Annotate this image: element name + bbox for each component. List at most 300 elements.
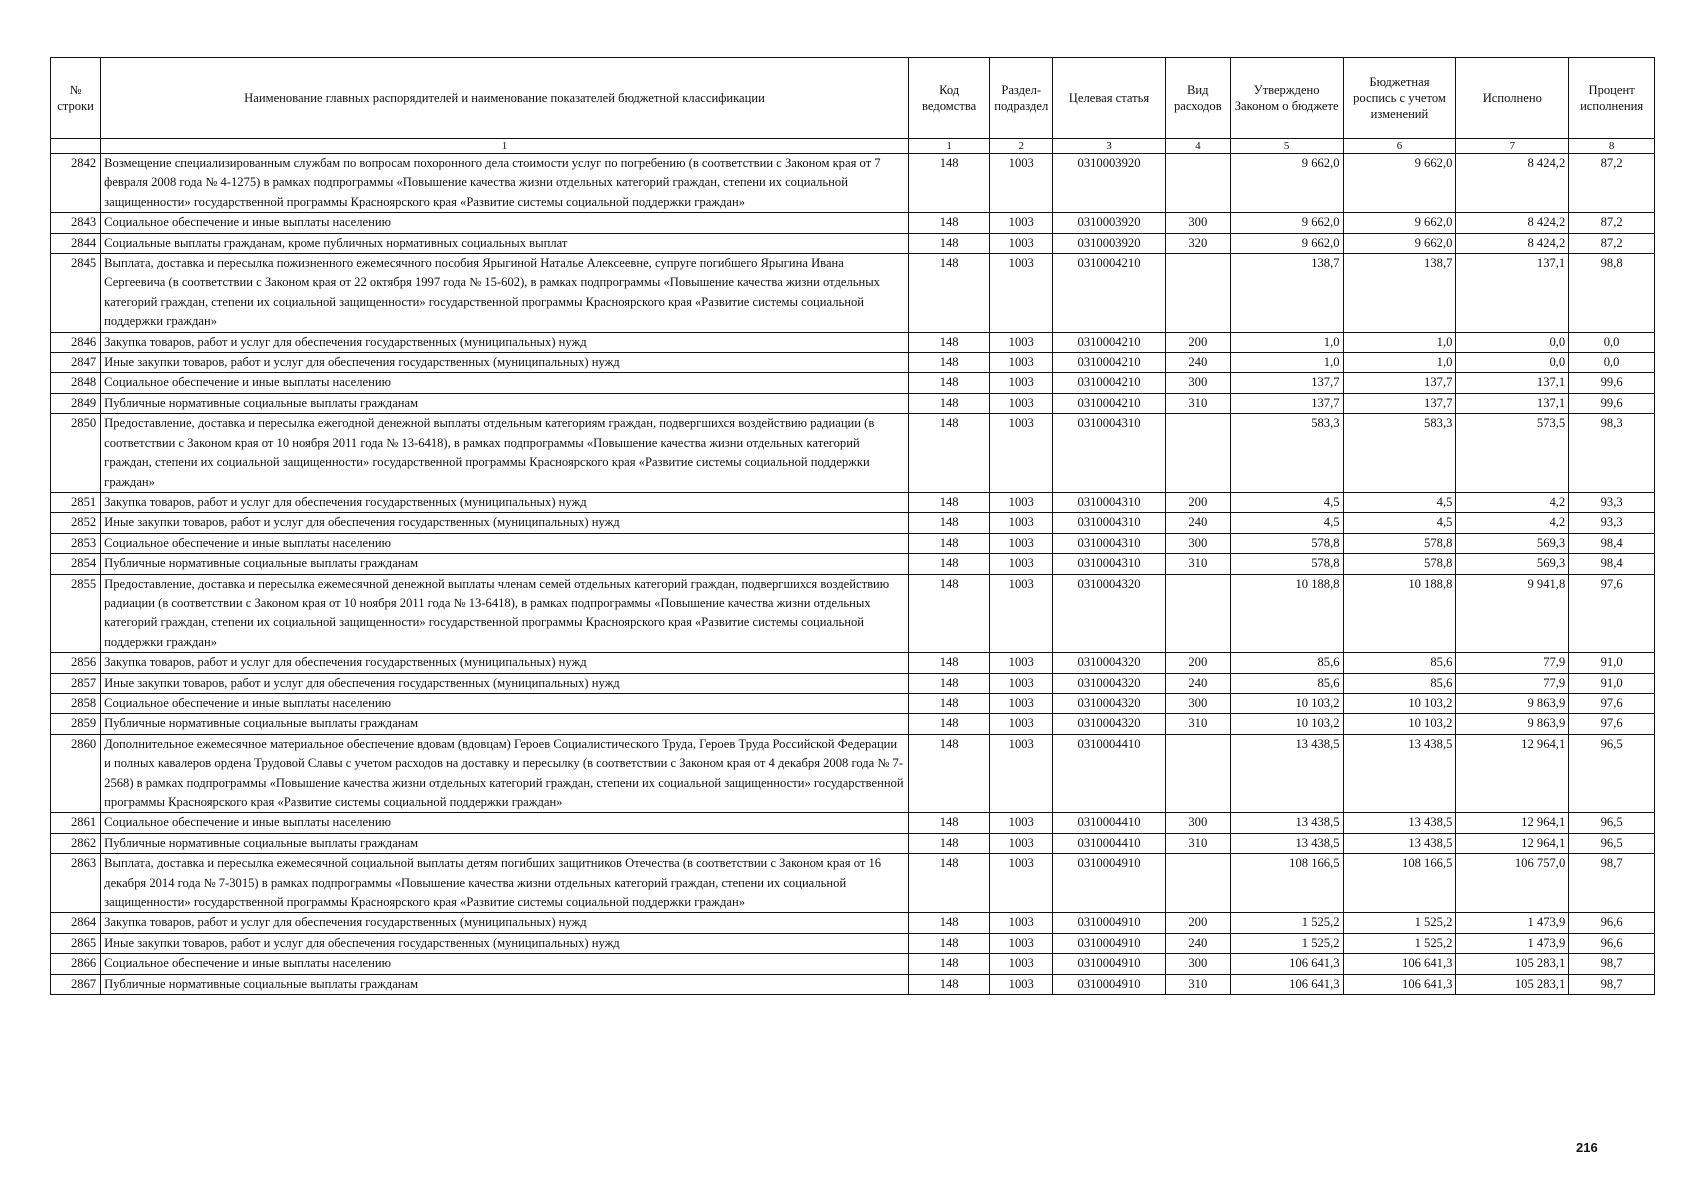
percent-cell: 87,2	[1569, 154, 1655, 213]
expense-type-cell: 240	[1165, 513, 1230, 533]
executed-cell: 569,3	[1456, 554, 1569, 574]
expense-type-cell	[1165, 574, 1230, 653]
approved-cell: 10 103,2	[1230, 693, 1343, 713]
dept-code-cell: 148	[908, 693, 990, 713]
row-name-cell: Социальное обеспечение и иные выплаты населению	[101, 813, 909, 833]
row-name-cell: Социальное обеспечение и иные выплаты населению	[101, 954, 909, 974]
dept-code-cell: 148	[908, 213, 990, 233]
expense-type-cell: 300	[1165, 954, 1230, 974]
target-cell: 0310004320	[1053, 673, 1166, 693]
row-number-cell: 2856	[51, 653, 101, 673]
schedule-cell: 106 641,3	[1343, 954, 1456, 974]
percent-cell: 97,6	[1569, 693, 1655, 713]
table-row	[51, 213, 1655, 233]
table-row	[51, 533, 1655, 553]
dept-code-cell: 148	[908, 913, 990, 933]
dept-code-cell: 148	[908, 673, 990, 693]
dept-code-cell: 148	[908, 393, 990, 413]
percent-cell: 93,3	[1569, 513, 1655, 533]
schedule-cell: 1 525,2	[1343, 913, 1456, 933]
row-number-cell: 2864	[51, 913, 101, 933]
schedule-cell: 13 438,5	[1343, 813, 1456, 833]
approved-cell: 578,8	[1230, 554, 1343, 574]
expense-type-cell: 310	[1165, 974, 1230, 994]
row-name-cell: Выплата, доставка и пересылка ежемесячной социальной выплаты детям погибших защитников Отечества (в соответствии с Законом края от 16 декабря 2014 года № 7-3015) в рамках подпрограммы «Повышение качества жизни отдельных категорий граждан, степени их социальной защищенности» государственной программы Красноярского края «Развитие системы социальной поддержки граждан»	[101, 854, 909, 913]
expense-type-cell	[1165, 734, 1230, 813]
schedule-cell: 10 103,2	[1343, 714, 1456, 734]
target-cell: 0310003920	[1053, 154, 1166, 213]
section-cell: 1003	[990, 393, 1053, 413]
section-cell: 1003	[990, 554, 1053, 574]
target-cell: 0310004310	[1053, 533, 1166, 553]
section-cell: 1003	[990, 513, 1053, 533]
target-cell: 0310004310	[1053, 414, 1166, 493]
expense-type-cell: 310	[1165, 393, 1230, 413]
row-name-cell: Публичные нормативные социальные выплаты гражданам	[101, 554, 909, 574]
column-number: 1	[908, 139, 990, 154]
approved-cell: 106 641,3	[1230, 954, 1343, 974]
expense-type-cell: 300	[1165, 533, 1230, 553]
column-number: 8	[1569, 139, 1655, 154]
expense-type-cell	[1165, 154, 1230, 213]
executed-cell: 0,0	[1456, 332, 1569, 352]
target-cell: 0310004910	[1053, 974, 1166, 994]
row-number-cell: 2845	[51, 254, 101, 333]
schedule-cell: 85,6	[1343, 653, 1456, 673]
section-cell: 1003	[990, 332, 1053, 352]
header-expense-type: Вид расходов	[1165, 58, 1230, 139]
executed-cell: 573,5	[1456, 414, 1569, 493]
row-name-cell: Выплата, доставка и пересылка пожизненного ежемесячного пособия Ярыгиной Наталье Алексеевне, супруге погибшего Ярыгина Ивана Сергеевича (в соответствии с Законом края от 22 октября 1997 года № 15-602), в рамках подпрограммы «Повышение качества жизни отдельных категорий граждан, степени их социальной защищенности» государственной программы Красноярского края «Развитие системы социальной поддержки граждан»	[101, 254, 909, 333]
header-schedule: Бюджетная роспись с учетом изменений	[1343, 58, 1456, 139]
table-row	[51, 954, 1655, 974]
schedule-cell: 85,6	[1343, 673, 1456, 693]
row-name-cell: Публичные нормативные социальные выплаты гражданам	[101, 714, 909, 734]
executed-cell: 77,9	[1456, 673, 1569, 693]
header-executed: Исполнено	[1456, 58, 1569, 139]
expense-type-cell: 240	[1165, 673, 1230, 693]
header-row-no: № строки	[51, 58, 101, 139]
target-cell: 0310004310	[1053, 492, 1166, 512]
schedule-cell: 1,0	[1343, 353, 1456, 373]
target-cell: 0310004910	[1053, 933, 1166, 953]
column-number: 1	[101, 139, 909, 154]
approved-cell: 85,6	[1230, 653, 1343, 673]
table-row	[51, 332, 1655, 352]
expense-type-cell: 200	[1165, 913, 1230, 933]
column-number-blank	[51, 139, 101, 154]
expense-type-cell	[1165, 854, 1230, 913]
schedule-cell: 9 662,0	[1343, 213, 1456, 233]
table-row	[51, 373, 1655, 393]
executed-cell: 4,2	[1456, 492, 1569, 512]
row-name-cell: Закупка товаров, работ и услуг для обеспечения государственных (муниципальных) нужд	[101, 492, 909, 512]
percent-cell: 98,7	[1569, 854, 1655, 913]
approved-cell: 108 166,5	[1230, 854, 1343, 913]
dept-code-cell: 148	[908, 332, 990, 352]
column-number: 3	[1053, 139, 1166, 154]
row-name-cell: Дополнительное ежемесячное материальное обеспечение вдовам (вдовцам) Героев Социалистического Труда, Героев Труда Российской Федерации и полных кавалеров ордена Трудовой Славы с учетом расходов на доставку и пересылку (в соответствии с Законом края от 4 декабря 2008 года № 7-2568) в рамках подпрограммы «Повышение качества жизни отдельных категорий граждан, степени их социальной защищенности» государственной программы Красноярского края «Развитие системы социальной поддержки граждан»	[101, 734, 909, 813]
executed-cell: 9 863,9	[1456, 693, 1569, 713]
table-row	[51, 734, 1655, 813]
row-number-cell: 2853	[51, 533, 101, 553]
section-cell: 1003	[990, 492, 1053, 512]
section-cell: 1003	[990, 714, 1053, 734]
percent-cell: 96,6	[1569, 913, 1655, 933]
expense-type-cell: 300	[1165, 813, 1230, 833]
table-row	[51, 414, 1655, 493]
executed-cell: 137,1	[1456, 393, 1569, 413]
column-number: 4	[1165, 139, 1230, 154]
section-cell: 1003	[990, 693, 1053, 713]
expense-type-cell: 310	[1165, 833, 1230, 853]
row-name-cell: Публичные нормативные социальные выплаты гражданам	[101, 833, 909, 853]
target-cell: 0310004320	[1053, 714, 1166, 734]
percent-cell: 98,7	[1569, 974, 1655, 994]
dept-code-cell: 148	[908, 574, 990, 653]
row-number-cell: 2865	[51, 933, 101, 953]
dept-code-cell: 148	[908, 554, 990, 574]
executed-cell: 8 424,2	[1456, 233, 1569, 253]
executed-cell: 8 424,2	[1456, 213, 1569, 233]
executed-cell: 9 941,8	[1456, 574, 1569, 653]
executed-cell: 105 283,1	[1456, 974, 1569, 994]
percent-cell: 98,4	[1569, 533, 1655, 553]
table-row	[51, 653, 1655, 673]
approved-cell: 1 525,2	[1230, 913, 1343, 933]
budget-execution-table	[50, 57, 1655, 995]
column-number: 7	[1456, 139, 1569, 154]
section-cell: 1003	[990, 353, 1053, 373]
target-cell: 0310004210	[1053, 373, 1166, 393]
row-number-cell: 2846	[51, 332, 101, 352]
percent-cell: 0,0	[1569, 353, 1655, 373]
section-cell: 1003	[990, 233, 1053, 253]
row-number-cell: 2854	[51, 554, 101, 574]
target-cell: 0310004320	[1053, 653, 1166, 673]
section-cell: 1003	[990, 734, 1053, 813]
section-cell: 1003	[990, 833, 1053, 853]
expense-type-cell: 300	[1165, 213, 1230, 233]
approved-cell: 9 662,0	[1230, 154, 1343, 213]
expense-type-cell: 240	[1165, 353, 1230, 373]
percent-cell: 98,3	[1569, 414, 1655, 493]
executed-cell: 0,0	[1456, 353, 1569, 373]
schedule-cell: 10 103,2	[1343, 693, 1456, 713]
table-row	[51, 513, 1655, 533]
executed-cell: 12 964,1	[1456, 813, 1569, 833]
percent-cell: 96,5	[1569, 833, 1655, 853]
dept-code-cell: 148	[908, 533, 990, 553]
dept-code-cell: 148	[908, 492, 990, 512]
target-cell: 0310004210	[1053, 332, 1166, 352]
row-number-cell: 2843	[51, 213, 101, 233]
approved-cell: 106 641,3	[1230, 974, 1343, 994]
section-cell: 1003	[990, 373, 1053, 393]
approved-cell: 1,0	[1230, 332, 1343, 352]
percent-cell: 98,8	[1569, 254, 1655, 333]
row-name-cell: Иные закупки товаров, работ и услуг для обеспечения государственных (муниципальных) нужд	[101, 353, 909, 373]
executed-cell: 9 863,9	[1456, 714, 1569, 734]
table-row	[51, 154, 1655, 213]
approved-cell: 13 438,5	[1230, 813, 1343, 833]
row-number-cell: 2851	[51, 492, 101, 512]
expense-type-cell: 200	[1165, 492, 1230, 512]
executed-cell: 4,2	[1456, 513, 1569, 533]
schedule-cell: 106 641,3	[1343, 974, 1456, 994]
header-percent: Процент исполнения	[1569, 58, 1655, 139]
row-number-cell: 2850	[51, 414, 101, 493]
dept-code-cell: 148	[908, 353, 990, 373]
row-name-cell: Социальное обеспечение и иные выплаты населению	[101, 373, 909, 393]
target-cell: 0310004210	[1053, 393, 1166, 413]
row-number-cell: 2847	[51, 353, 101, 373]
header-name: Наименование главных распорядителей и наименование показателей бюджетной классификации	[101, 58, 909, 139]
target-cell: 0310004410	[1053, 833, 1166, 853]
section-cell: 1003	[990, 974, 1053, 994]
row-name-cell: Предоставление, доставка и пересылка ежегодной денежной выплаты отдельным категориям граждан, подвергшихся воздействию радиации (в соответствии с Законом края от 10 ноября 2011 года № 13-6418), в рамках подпрограммы «Повышение качества жизни отдельных категорий граждан, степени их социальной защищенности» государственной программы Красноярского края «Развитие системы социальной поддержки граждан»	[101, 414, 909, 493]
percent-cell: 87,2	[1569, 213, 1655, 233]
section-cell: 1003	[990, 854, 1053, 913]
row-name-cell: Закупка товаров, работ и услуг для обеспечения государственных (муниципальных) нужд	[101, 653, 909, 673]
percent-cell: 97,6	[1569, 714, 1655, 734]
schedule-cell: 108 166,5	[1343, 854, 1456, 913]
header-section: Раздел-подраздел	[990, 58, 1053, 139]
target-cell: 0310003920	[1053, 213, 1166, 233]
row-name-cell: Социальное обеспечение и иные выплаты населению	[101, 533, 909, 553]
percent-cell: 96,5	[1569, 813, 1655, 833]
percent-cell: 99,6	[1569, 373, 1655, 393]
row-number-cell: 2866	[51, 954, 101, 974]
table-row	[51, 673, 1655, 693]
schedule-cell: 13 438,5	[1343, 734, 1456, 813]
percent-cell: 96,6	[1569, 933, 1655, 953]
budget-table-sheet	[50, 57, 1655, 995]
expense-type-cell: 300	[1165, 693, 1230, 713]
schedule-cell: 4,5	[1343, 492, 1456, 512]
executed-cell: 569,3	[1456, 533, 1569, 553]
row-number-cell: 2867	[51, 974, 101, 994]
percent-cell: 97,6	[1569, 574, 1655, 653]
expense-type-cell	[1165, 254, 1230, 333]
row-name-cell: Публичные нормативные социальные выплаты гражданам	[101, 393, 909, 413]
percent-cell: 0,0	[1569, 332, 1655, 352]
executed-cell: 105 283,1	[1456, 954, 1569, 974]
column-number: 6	[1343, 139, 1456, 154]
executed-cell: 8 424,2	[1456, 154, 1569, 213]
schedule-cell: 137,7	[1343, 393, 1456, 413]
column-number: 5	[1230, 139, 1343, 154]
dept-code-cell: 148	[908, 813, 990, 833]
approved-cell: 10 188,8	[1230, 574, 1343, 653]
row-number-cell: 2849	[51, 393, 101, 413]
schedule-cell: 9 662,0	[1343, 154, 1456, 213]
table-row	[51, 554, 1655, 574]
schedule-cell: 578,8	[1343, 533, 1456, 553]
table-row	[51, 974, 1655, 994]
target-cell: 0310004210	[1053, 254, 1166, 333]
row-number-cell: 2852	[51, 513, 101, 533]
target-cell: 0310004910	[1053, 954, 1166, 974]
row-number-cell: 2858	[51, 693, 101, 713]
percent-cell: 91,0	[1569, 673, 1655, 693]
row-name-cell: Социальные выплаты гражданам, кроме публичных нормативных социальных выплат	[101, 233, 909, 253]
executed-cell: 12 964,1	[1456, 734, 1569, 813]
approved-cell: 578,8	[1230, 533, 1343, 553]
dept-code-cell: 148	[908, 254, 990, 333]
table-row	[51, 714, 1655, 734]
target-cell: 0310004210	[1053, 353, 1166, 373]
row-name-cell: Предоставление, доставка и пересылка ежемесячной денежной выплаты членам семей отдельных категорий граждан, подвергшихся воздействию радиации (в соответствии с Законом края от 10 ноября 2011 года № 13-6418), в рамках подпрограммы «Повышение качества жизни отдельных категорий граждан, степени их социальной защищенности» государственной программы Красноярского края «Развитие системы социальной поддержки граждан»	[101, 574, 909, 653]
percent-cell: 93,3	[1569, 492, 1655, 512]
percent-cell: 98,4	[1569, 554, 1655, 574]
approved-cell: 1 525,2	[1230, 933, 1343, 953]
percent-cell: 99,6	[1569, 393, 1655, 413]
target-cell: 0310004320	[1053, 693, 1166, 713]
dept-code-cell: 148	[908, 833, 990, 853]
executed-cell: 137,1	[1456, 373, 1569, 393]
row-number-cell: 2855	[51, 574, 101, 653]
approved-cell: 10 103,2	[1230, 714, 1343, 734]
column-number: 2	[990, 139, 1053, 154]
row-name-cell: Иные закупки товаров, работ и услуг для обеспечения государственных (муниципальных) нужд	[101, 933, 909, 953]
row-number-cell: 2861	[51, 813, 101, 833]
row-number-cell: 2860	[51, 734, 101, 813]
row-name-cell: Иные закупки товаров, работ и услуг для обеспечения государственных (муниципальных) нужд	[101, 673, 909, 693]
section-cell: 1003	[990, 213, 1053, 233]
dept-code-cell: 148	[908, 933, 990, 953]
dept-code-cell: 148	[908, 854, 990, 913]
row-number-cell: 2859	[51, 714, 101, 734]
target-cell: 0310004320	[1053, 574, 1166, 653]
page-number: 216	[1576, 1140, 1598, 1155]
percent-cell: 96,5	[1569, 734, 1655, 813]
target-cell: 0310003920	[1053, 233, 1166, 253]
approved-cell: 13 438,5	[1230, 833, 1343, 853]
schedule-cell: 10 188,8	[1343, 574, 1456, 653]
table-body	[51, 154, 1655, 995]
approved-cell: 1,0	[1230, 353, 1343, 373]
approved-cell: 137,7	[1230, 393, 1343, 413]
expense-type-cell: 310	[1165, 554, 1230, 574]
row-number-cell: 2844	[51, 233, 101, 253]
row-number-cell: 2862	[51, 833, 101, 853]
approved-cell: 9 662,0	[1230, 233, 1343, 253]
header-approved: Утверждено Законом о бюджете	[1230, 58, 1343, 139]
table-row	[51, 574, 1655, 653]
row-name-cell: Социальное обеспечение и иные выплаты населению	[101, 213, 909, 233]
target-cell: 0310004310	[1053, 554, 1166, 574]
column-number-row	[51, 139, 1655, 154]
executed-cell: 12 964,1	[1456, 833, 1569, 853]
approved-cell: 4,5	[1230, 513, 1343, 533]
section-cell: 1003	[990, 154, 1053, 213]
dept-code-cell: 148	[908, 954, 990, 974]
schedule-cell: 1 525,2	[1343, 933, 1456, 953]
approved-cell: 9 662,0	[1230, 213, 1343, 233]
approved-cell: 138,7	[1230, 254, 1343, 333]
section-cell: 1003	[990, 913, 1053, 933]
section-cell: 1003	[990, 533, 1053, 553]
schedule-cell: 13 438,5	[1343, 833, 1456, 853]
dept-code-cell: 148	[908, 714, 990, 734]
section-cell: 1003	[990, 813, 1053, 833]
table-row	[51, 233, 1655, 253]
dept-code-cell: 148	[908, 414, 990, 493]
schedule-cell: 583,3	[1343, 414, 1456, 493]
approved-cell: 13 438,5	[1230, 734, 1343, 813]
dept-code-cell: 148	[908, 734, 990, 813]
header-dept-code: Код ведомства	[908, 58, 990, 139]
row-name-cell: Публичные нормативные социальные выплаты гражданам	[101, 974, 909, 994]
table-row	[51, 813, 1655, 833]
table-row	[51, 833, 1655, 853]
target-cell: 0310004410	[1053, 734, 1166, 813]
approved-cell: 4,5	[1230, 492, 1343, 512]
row-name-cell: Закупка товаров, работ и услуг для обеспечения государственных (муниципальных) нужд	[101, 913, 909, 933]
percent-cell: 91,0	[1569, 653, 1655, 673]
table-row	[51, 693, 1655, 713]
schedule-cell: 578,8	[1343, 554, 1456, 574]
row-number-cell: 2863	[51, 854, 101, 913]
table-row	[51, 492, 1655, 512]
row-number-cell: 2842	[51, 154, 101, 213]
approved-cell: 85,6	[1230, 673, 1343, 693]
dept-code-cell: 148	[908, 233, 990, 253]
row-number-cell: 2857	[51, 673, 101, 693]
executed-cell: 137,1	[1456, 254, 1569, 333]
expense-type-cell	[1165, 414, 1230, 493]
schedule-cell: 9 662,0	[1343, 233, 1456, 253]
target-cell: 0310004910	[1053, 913, 1166, 933]
section-cell: 1003	[990, 933, 1053, 953]
percent-cell: 98,7	[1569, 954, 1655, 974]
approved-cell: 137,7	[1230, 373, 1343, 393]
section-cell: 1003	[990, 954, 1053, 974]
schedule-cell: 137,7	[1343, 373, 1456, 393]
section-cell: 1003	[990, 653, 1053, 673]
section-cell: 1003	[990, 414, 1053, 493]
target-cell: 0310004310	[1053, 513, 1166, 533]
table-row	[51, 353, 1655, 373]
expense-type-cell: 200	[1165, 332, 1230, 352]
dept-code-cell: 148	[908, 974, 990, 994]
header-target: Целевая статья	[1053, 58, 1166, 139]
row-name-cell: Закупка товаров, работ и услуг для обеспечения государственных (муниципальных) нужд	[101, 332, 909, 352]
expense-type-cell: 240	[1165, 933, 1230, 953]
executed-cell: 1 473,9	[1456, 933, 1569, 953]
dept-code-cell: 148	[908, 154, 990, 213]
table-header	[51, 58, 1655, 154]
dept-code-cell: 148	[908, 373, 990, 393]
row-name-cell: Иные закупки товаров, работ и услуг для обеспечения государственных (муниципальных) нужд	[101, 513, 909, 533]
approved-cell: 583,3	[1230, 414, 1343, 493]
dept-code-cell: 148	[908, 653, 990, 673]
schedule-cell: 4,5	[1343, 513, 1456, 533]
table-row	[51, 913, 1655, 933]
row-number-cell: 2848	[51, 373, 101, 393]
executed-cell: 106 757,0	[1456, 854, 1569, 913]
table-row	[51, 933, 1655, 953]
row-name-cell: Социальное обеспечение и иные выплаты населению	[101, 693, 909, 713]
table-row	[51, 393, 1655, 413]
section-cell: 1003	[990, 673, 1053, 693]
table-row	[51, 254, 1655, 333]
section-cell: 1003	[990, 254, 1053, 333]
executed-cell: 77,9	[1456, 653, 1569, 673]
expense-type-cell: 320	[1165, 233, 1230, 253]
percent-cell: 87,2	[1569, 233, 1655, 253]
